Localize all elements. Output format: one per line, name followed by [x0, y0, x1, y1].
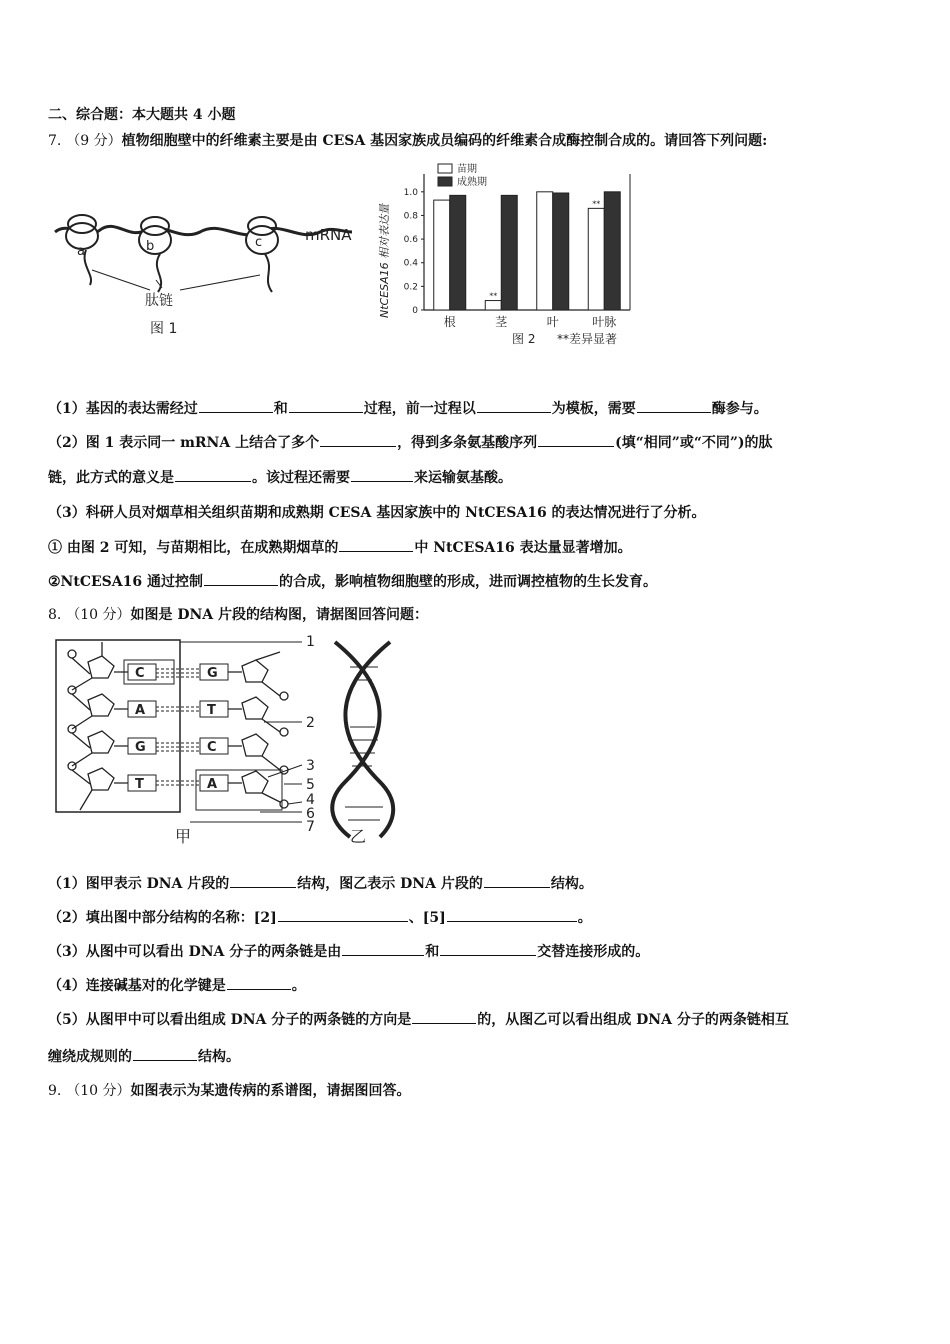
q7-stem-text: 植物细胞壁中的纤维素主要是由 CESA 基因家族成员编码的纤维素合成酶控制合成的。请回答下列问题: [121, 133, 768, 149]
q8-sub3-text-a: （3）从图中可以看出 DNA 分子的两条链是由 [48, 944, 342, 960]
q7-sub1-text-b: 和 [273, 401, 288, 417]
q7-sub2-text-f: 来运输氨基酸。 [414, 470, 512, 486]
right-base-3: C [207, 740, 217, 755]
q8-sub3-blank-2[interactable] [440, 940, 536, 956]
significance-note: **差异显著 [557, 332, 618, 346]
q8-sub2-text-a: （2）填出图中部分结构的名称：[2] [48, 910, 277, 926]
ribosome-a-label: a [77, 244, 85, 259]
q7-sub1-blank-1[interactable] [199, 397, 273, 413]
q7-sub3-2 [48, 570, 657, 591]
q7-number: 7. [48, 133, 62, 149]
q8-sub5-line1 [48, 1008, 789, 1029]
right-strand-backbone [228, 652, 288, 808]
q8-sub2-blank-1[interactable] [278, 906, 408, 922]
q8-sub1-text-a: （1）图甲表示 DNA 片段的 [48, 876, 230, 892]
q8-sub5-blank-2[interactable] [133, 1045, 197, 1061]
q7-sub1 [48, 397, 768, 418]
left-base-4: T [135, 777, 144, 792]
q7-sub3-1-text-b: 中 NtCESA16 表达量显著增加。 [414, 540, 632, 556]
mrna-label: mRNA [305, 226, 352, 244]
legend-mature: 成熟期 [457, 177, 487, 188]
q7-sub2-blank-3[interactable] [175, 466, 251, 482]
callout-4: 4 [306, 792, 315, 808]
right-base-2: T [207, 703, 216, 718]
bar-根-成熟期 [450, 195, 466, 310]
q7-sub2-blank-2[interactable] [538, 431, 614, 447]
q8-number: 8. [48, 607, 62, 623]
q7-sub3-2-text-a: ②NtCESA16 通过控制 [48, 574, 203, 590]
q8-sub4-text-a: （4）连接碱基对的化学键是 [48, 978, 226, 994]
y-tick-label: 0.6 [403, 235, 418, 246]
bar-叶脉-苗期 [588, 208, 604, 310]
q8-sub2-text-c: 。 [577, 910, 592, 926]
q7-sub3-1 [48, 536, 632, 557]
q7-score: （9 分） [66, 133, 122, 149]
q7-stem [48, 130, 767, 150]
chart-legend [438, 162, 487, 188]
chart-x-axis [444, 314, 617, 329]
right-base-4: A [207, 777, 218, 792]
q8-sub1-text-c: 结构。 [550, 876, 593, 892]
q7-sub1-blank-4[interactable] [637, 397, 711, 413]
q8-sub2-blank-2[interactable] [447, 906, 577, 922]
q8-sub1-blank-1[interactable] [230, 872, 296, 888]
caption-jia: 甲 [175, 827, 192, 846]
callout-5: 5 [306, 777, 315, 793]
q7-sub1-text-a: （1）基因的表达需经过 [48, 401, 198, 417]
q7-sub2-text-e: 。该过程还需要 [252, 470, 350, 486]
bar-茎-成熟期 [501, 195, 517, 310]
y-tick-label: 0.2 [403, 282, 418, 293]
q7-sub1-blank-3[interactable] [477, 397, 551, 413]
q8-stem-text: 如图是 DNA 片段的结构图，请据图回答问题： [130, 607, 429, 623]
q7-sub2-text-c: (填“相同”或“不同”)的肽 [615, 435, 773, 451]
q7-sub3-1-blank[interactable] [339, 536, 413, 552]
bar-叶-成熟期 [553, 193, 569, 310]
x-category-label: 叶脉 [592, 315, 617, 329]
q7-sub1-text-d: 为模板，需要 [551, 401, 636, 417]
callout-3: 3 [306, 758, 315, 774]
y-tick-label: 0.4 [403, 258, 418, 269]
q8-sub5-blank-1[interactable] [412, 1008, 476, 1024]
callout-7: 7 [306, 819, 315, 835]
q7-sub1-text-e: 酶参与。 [711, 401, 768, 417]
q8-sub2 [48, 906, 592, 927]
q7-sub2-text-a: （2）图 1 表示同一 mRNA 上结合了多个 [48, 435, 320, 451]
chart-bars [434, 192, 621, 310]
significance-mark: ** [489, 291, 498, 301]
q8-score: （10 分） [66, 607, 131, 623]
bar-根-苗期 [434, 200, 450, 310]
left-base-2: A [135, 703, 146, 718]
ribosome-c-label: c [255, 235, 263, 250]
q7-sub2-text-d: 链，此方式的意义是 [48, 470, 174, 486]
y-tick-label: 0.8 [403, 211, 418, 222]
q7-sub1-blank-2[interactable] [289, 397, 363, 413]
caption-yi: 乙 [350, 827, 367, 846]
left-base-1: C [135, 666, 145, 681]
q8-sub4 [48, 974, 306, 995]
figure-1-translation [50, 160, 370, 345]
y-tick-label: 1.0 [403, 187, 418, 198]
q8-sub1 [48, 872, 593, 893]
q9-score: （10 分） [66, 1083, 131, 1099]
callout-6: 6 [306, 806, 315, 822]
q7-sub3: （3）科研人员对烟草相关组织苗期和成熟期 CESA 基因家族中的 NtCESA16 的表达情况进行了分析。 [48, 505, 706, 521]
q8-sub3-blank-1[interactable] [342, 940, 424, 956]
legend-swatch-seedling [438, 164, 452, 173]
bar-叶脉-成熟期 [604, 192, 620, 310]
figure-2-bar-chart [372, 158, 642, 348]
q7-sub2-blank-4[interactable] [351, 466, 413, 482]
q7-sub3-1-text-a: ① 由图 2 可知，与苗期相比，在成熟期烟草的 [48, 540, 339, 556]
q8-sub5-text-d: 结构。 [198, 1049, 240, 1065]
y-tick-label: 0 [412, 306, 418, 316]
q9-stem [48, 1080, 411, 1100]
q9-stem-text: 如图表示为某遗传病的系谱图，请据图回答。 [130, 1083, 411, 1099]
peptide-label: 肽链 [145, 293, 173, 309]
chart-ylabel: NtCESA16 相对表达量 [378, 203, 391, 318]
q8-sub1-text-b: 结构，图乙表示 DNA 片段的 [297, 876, 483, 892]
section-header: 二、综合题：本大题共 4 小题 [48, 107, 236, 123]
q8-sub4-text-b: 。 [291, 978, 306, 994]
x-category-label: 茎 [495, 315, 508, 329]
ribosome-b-label: b [146, 239, 155, 254]
bar-茎-苗期 [485, 301, 501, 310]
figure-1-caption: 图 1 [150, 321, 178, 337]
q7-sub3-2-blank[interactable] [204, 570, 278, 586]
significance-mark: ** [592, 199, 601, 209]
q8-sub2-text-b: 、[5] [408, 910, 446, 926]
left-base-3: G [135, 740, 146, 755]
legend-seedling: 苗期 [457, 164, 477, 175]
callout-1: 1 [306, 634, 315, 650]
bar-叶-苗期 [537, 192, 553, 310]
right-base-1: G [207, 666, 218, 681]
q8-sub3-text-b: 和 [425, 944, 440, 960]
callout-2: 2 [306, 715, 315, 731]
q9-number: 9. [48, 1083, 62, 1099]
q7-sub1-text-c: 过程，前一过程以 [363, 401, 476, 417]
x-category-label: 叶 [546, 315, 559, 329]
q8-sub3-text-c: 交替连接形成的。 [537, 944, 650, 960]
q8-sub1-blank-2[interactable] [484, 872, 550, 888]
q8-sub5-text-a: （5）从图甲中可以看出组成 DNA 分子的两条链的方向是 [48, 1012, 412, 1028]
x-category-label: 根 [443, 315, 456, 329]
ribosome-a [66, 215, 98, 285]
left-bases [124, 660, 174, 792]
q8-sub5-text-c: 缠绕成规则的 [48, 1049, 132, 1065]
q8-stem [48, 604, 428, 624]
q7-sub2-blank-1[interactable] [320, 431, 396, 447]
legend-swatch-mature [438, 177, 452, 186]
left-strand-backbone [68, 642, 128, 810]
q7-sub3-2-text-b: 的合成，影响植物细胞壁的形成，进而调控植物的生长发育。 [278, 574, 657, 590]
q7-sub2-line1 [48, 431, 773, 452]
right-bases [196, 664, 282, 810]
hydrogen-bonds [156, 669, 200, 785]
q7-sub2-text-b: ，得到多条氨基酸序列 [397, 435, 538, 451]
q8-sub3 [48, 940, 649, 961]
figure-2-caption: 图 2 [512, 332, 536, 346]
q8-sub5-line2 [48, 1045, 240, 1066]
figure-dna-structure [50, 632, 420, 847]
q8-sub5-text-b: 的，从图乙可以看出组成 DNA 分子的两条链相互 [477, 1012, 789, 1028]
q8-sub4-blank[interactable] [227, 974, 291, 990]
q7-sub2-line2 [48, 466, 512, 487]
